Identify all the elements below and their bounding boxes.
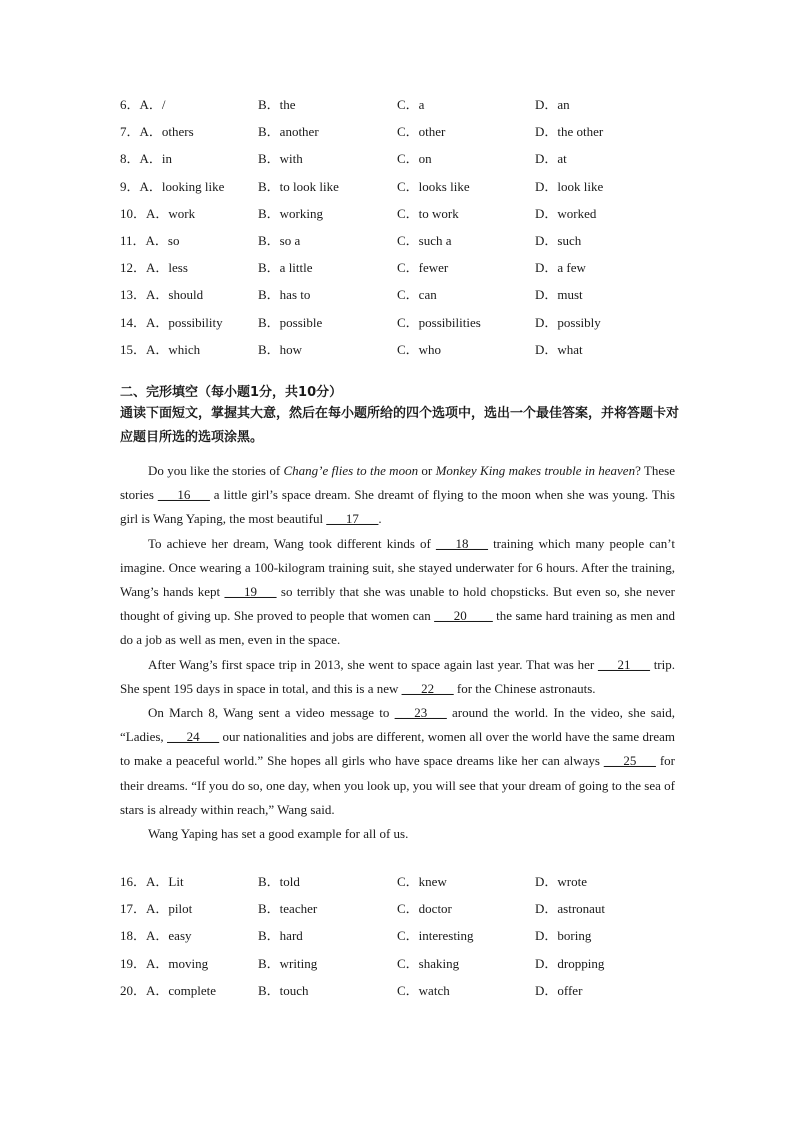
blank-25: ___25___ (603, 753, 656, 769)
option-b: B．working (258, 205, 324, 221)
option-d: D．look like (535, 178, 604, 194)
question-number: 19． (120, 955, 147, 971)
option-c: C．fewer (397, 260, 449, 276)
option-c: C．shaking (397, 955, 460, 971)
option-b: B．another (258, 124, 319, 140)
option-a (120, 977, 216, 1004)
option-d: D．wrote (535, 874, 587, 889)
option-text: A．others (139, 124, 194, 140)
passage-paragraph-4 (120, 701, 675, 822)
option-d: D．worked (535, 205, 597, 221)
option-b: B．told (258, 874, 300, 889)
option-a (120, 868, 184, 895)
question-number: 11． (120, 232, 146, 248)
option-d: D．at (535, 151, 567, 167)
blank-24: ___24___ (167, 729, 220, 745)
text: ? These stories (120, 463, 675, 503)
blank-23: ___23___ (394, 705, 447, 721)
question-number: 20． (120, 982, 147, 998)
option-d: D．an (535, 97, 570, 112)
question-number: 12． (120, 260, 147, 276)
question-row (120, 254, 680, 281)
question-number: 15． (120, 341, 147, 357)
option-b: B．with (258, 151, 303, 167)
question-row (120, 91, 680, 118)
option-c: C．watch (397, 982, 450, 998)
question-row (120, 227, 680, 254)
option-d: D．what (535, 341, 583, 357)
section-title: 二、完形填空（每小题1分，共10分） (120, 385, 343, 400)
text: trip. She spent 195 days in space in total, and this is a new (120, 656, 675, 696)
option-a (120, 200, 195, 227)
section-instructions: 通读下面短文，掌握其大意，然后在每小题所给的四个选项中，选出一个最佳答案，并将答题卡对应题目所选的选项涂黑。 (120, 406, 680, 445)
text: Do you like the stories of (148, 463, 284, 478)
question-row (120, 200, 680, 227)
question-number: 6． (120, 97, 140, 112)
question-row (120, 922, 680, 949)
option-c: C．interesting (397, 928, 474, 944)
option-d: D．such (535, 232, 582, 248)
option-d: D．dropping (535, 955, 605, 971)
option-text: A．easy (146, 928, 192, 944)
option-text: A．work (146, 205, 196, 221)
option-c: C．to work (397, 205, 459, 221)
blank-19: ___19___ (224, 584, 277, 600)
question-row (120, 336, 680, 363)
option-c: C．on (397, 151, 432, 167)
option-a (120, 145, 172, 172)
option-d: D．boring (535, 928, 592, 944)
option-c: C．knew (397, 874, 447, 889)
option-text: A．moving (146, 955, 209, 971)
option-a (120, 227, 179, 254)
option-d: D．must (535, 287, 583, 303)
question-row (120, 309, 680, 336)
question-number: 7． (120, 124, 140, 140)
text: To achieve her dream, Wang took different kinds of (148, 535, 436, 551)
option-d: D．offer (535, 982, 583, 998)
option-a (120, 950, 208, 977)
question-row (120, 977, 680, 1004)
option-b: B．teacher (258, 901, 318, 917)
option-b: B．possible (258, 314, 323, 330)
option-a (120, 895, 192, 922)
text: so terribly that she was unable to hold chopsticks. But even so, she never thought of giving up. She proved to people that women can (120, 584, 675, 624)
options-list-16-20 (120, 868, 680, 1004)
question-row (120, 145, 680, 172)
option-c: C．looks like (397, 178, 470, 194)
text: . (378, 511, 382, 527)
option-b: B．has to (258, 287, 311, 303)
blank-22: ___22___ (401, 680, 454, 696)
question-number: 9． (120, 178, 140, 194)
option-text: A．which (146, 341, 201, 357)
text: the same hard training as men and do a job as well as men, even in the space. (120, 608, 675, 648)
text: around the world. In the video, she said, “Ladies, (120, 705, 675, 745)
text: On March 8, Wang sent a video message to (148, 705, 395, 721)
option-c: C．doctor (397, 901, 452, 917)
story-title: Monkey King makes trouble in heaven (435, 463, 636, 478)
option-d: D．astronaut (535, 901, 606, 917)
option-b: B．the (258, 97, 296, 112)
question-number: 16． (120, 874, 147, 889)
text: for the Chinese astronauts. (453, 680, 596, 696)
option-b: B．touch (258, 982, 309, 998)
option-text: A．looking like (139, 178, 225, 194)
option-c: C．possibilities (397, 314, 481, 330)
option-a (120, 254, 188, 281)
text: or (418, 463, 436, 478)
option-a (120, 309, 223, 336)
option-d: D．possibly (535, 314, 601, 330)
passage-paragraph-1 (120, 459, 675, 532)
question-row (120, 868, 680, 895)
option-c: C．other (397, 124, 446, 140)
option-text: A．pilot (146, 901, 193, 917)
option-text: A．less (146, 260, 188, 276)
blank-20: ___20____ (434, 608, 493, 624)
blank-21: ___21___ (597, 656, 650, 672)
blank-18: ___18___ (435, 535, 488, 551)
option-b: B．so a (258, 232, 301, 248)
option-text: A．should (146, 287, 204, 303)
option-a (120, 281, 203, 308)
option-b: B．hard (258, 928, 303, 944)
option-c: C．such a (397, 232, 452, 248)
question-row (120, 950, 680, 977)
passage-paragraph-5: Wang Yaping has set a good example for all of us. (148, 826, 409, 842)
option-c: C．a (397, 97, 425, 112)
text: our nationalities and jobs are different, women all over the world have the same dream to make a peaceful world.” She hopes all girls who have space dreams like her can always (120, 729, 675, 769)
option-a (120, 91, 166, 118)
option-a (120, 118, 194, 145)
option-b: B．to look like (258, 178, 339, 194)
cloze-passage (120, 459, 675, 846)
passage-paragraph-2 (120, 532, 675, 653)
option-text: A．possibility (146, 314, 223, 330)
option-a (120, 173, 224, 200)
question-number: 14． (120, 314, 147, 330)
option-text: A．in (139, 151, 173, 167)
option-d: D．a few (535, 260, 586, 276)
option-b: B．writing (258, 955, 318, 971)
question-row (120, 281, 680, 308)
option-a (120, 336, 200, 363)
option-text: A．Lit (146, 874, 184, 889)
text: training which many people can’t imagine. Once wearing a 100-kilogram training suit, she stayed underwater for 6 hours. After the training, Wang’s hands kept (120, 535, 675, 600)
option-a (120, 922, 192, 949)
question-row (120, 895, 680, 922)
option-text: A．so (145, 232, 180, 248)
question-row (120, 173, 680, 200)
option-c: C．who (397, 341, 442, 357)
blank-16: ___16___ (157, 487, 210, 503)
question-row (120, 118, 680, 145)
text: for their dreams. “If you do so, one day, when you look up, you will see that your dream of going to the sea of stars is already within reach,” Wang said. (120, 753, 675, 817)
option-text: A．complete (146, 982, 217, 998)
text: a little girl’s space dream. She dreamt of flying to the moon when she was young. This girl is Wang Yaping, the most beautiful (120, 487, 675, 527)
option-c: C．can (397, 287, 437, 303)
question-number: 8． (120, 151, 140, 167)
option-text: A．/ (139, 97, 166, 112)
passage-paragraph-3 (120, 653, 675, 701)
option-b: B．how (258, 341, 303, 357)
question-number: 17． (120, 901, 147, 917)
question-number: 10． (120, 205, 147, 221)
text: After Wang’s first space trip in 2013, she went to space again last year. That was her (148, 656, 598, 672)
question-number: 13． (120, 287, 147, 303)
option-d: D．the other (535, 124, 604, 140)
blank-17: ___17___ (326, 511, 379, 527)
story-title: Chang’e flies to the moon (283, 463, 419, 478)
option-b: B．a little (258, 260, 313, 276)
options-list-6-15 (120, 91, 680, 363)
question-number: 18． (120, 928, 147, 944)
